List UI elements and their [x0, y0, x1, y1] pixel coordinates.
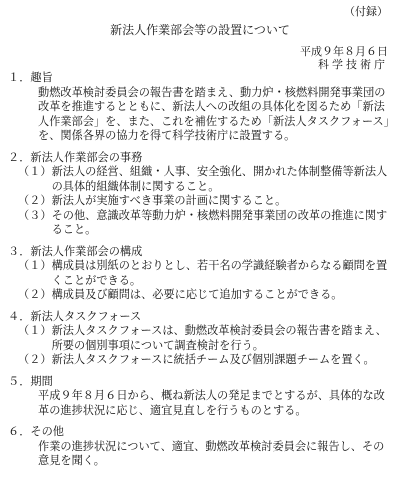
- item-number: （２）: [18, 353, 52, 366]
- list-item: [8, 324, 392, 353]
- item-text: 新法人が実施すべき事業の計画に関すること。: [51, 194, 287, 207]
- list-item: [8, 194, 392, 209]
- item-text: 構成員は別紙のとおりとし、若干名の学識経験者からなる顧問を置くことができる。: [51, 259, 388, 287]
- annex-label: （付録）: [344, 5, 388, 18]
- section-task-force: [8, 310, 392, 368]
- section-heading: ６．その他: [8, 425, 64, 438]
- section-working-group-duties: [8, 151, 392, 238]
- section-heading: １．趣旨: [8, 71, 53, 84]
- list-item: [8, 353, 392, 368]
- list-item: [8, 259, 392, 288]
- item-number: （３）: [18, 208, 52, 222]
- list-item: [8, 165, 392, 194]
- section-heading: ５．期間: [8, 374, 53, 388]
- item-text: 構成員及び顧問は、必要に応じて追加することができる。: [51, 288, 343, 301]
- section-body: 平成９年８月６日から、概ね新法人の発足までとするが、具体的な改革の進捗状況に応じ、適宜見直しを行うものとする。: [38, 389, 385, 417]
- list-item: [8, 209, 392, 238]
- document-date: 平成９年８月６日: [300, 45, 388, 58]
- section-heading: ２．新法人作業部会の事務: [8, 150, 143, 164]
- document-title: 新法人作業部会等の設置について: [110, 23, 290, 37]
- section-purpose: [8, 71, 392, 144]
- section-other: [8, 425, 392, 469]
- item-text: 新法人の経営、組織・人事、安全強化、開かれた体制整備等新法人の具体的組織体制に関すること。: [51, 165, 388, 193]
- item-text: 新法人タスクフォースに統括チーム及び個別課題チームを置く。: [51, 353, 375, 366]
- item-number: （１）: [18, 259, 52, 272]
- section-working-group-composition: [8, 245, 392, 303]
- section-body: 作業の進捗状況について、適宜、動燃改革検討委員会に報告し、その意見を聞く。: [38, 439, 385, 467]
- list-item: [8, 288, 392, 303]
- item-number: （１）: [18, 324, 52, 337]
- item-number: （２）: [18, 288, 52, 301]
- item-number: （２）: [18, 194, 52, 207]
- item-text: その他、意識改革等動力炉・核燃料開発事業団の改革の推進に関すること。: [51, 208, 388, 236]
- item-number: （１）: [18, 165, 52, 178]
- issuing-agency: 科学技術庁: [318, 58, 388, 71]
- item-text: 新法人タスクフォースは、動燃改革検討委員会の報告書を踏まえ、所要の個別事項について調査検討を行う。: [51, 324, 387, 352]
- section-body: 動燃改革検討委員会の報告書を踏まえ、動力炉・核燃料開発事業団の改革を推進するとともに、新法人への改組の具体化を図るため「新法人作業部会」を、また、これを補佐するため「新法人タスクフォース」を、関係各界の協力を得て科学技術庁に設置する。: [38, 85, 390, 142]
- section-heading: ３．新法人作業部会の構成: [8, 244, 143, 258]
- section-heading: ４．新法人タスクフォース: [8, 309, 142, 323]
- section-period: [8, 375, 392, 419]
- document-body: [8, 71, 392, 476]
